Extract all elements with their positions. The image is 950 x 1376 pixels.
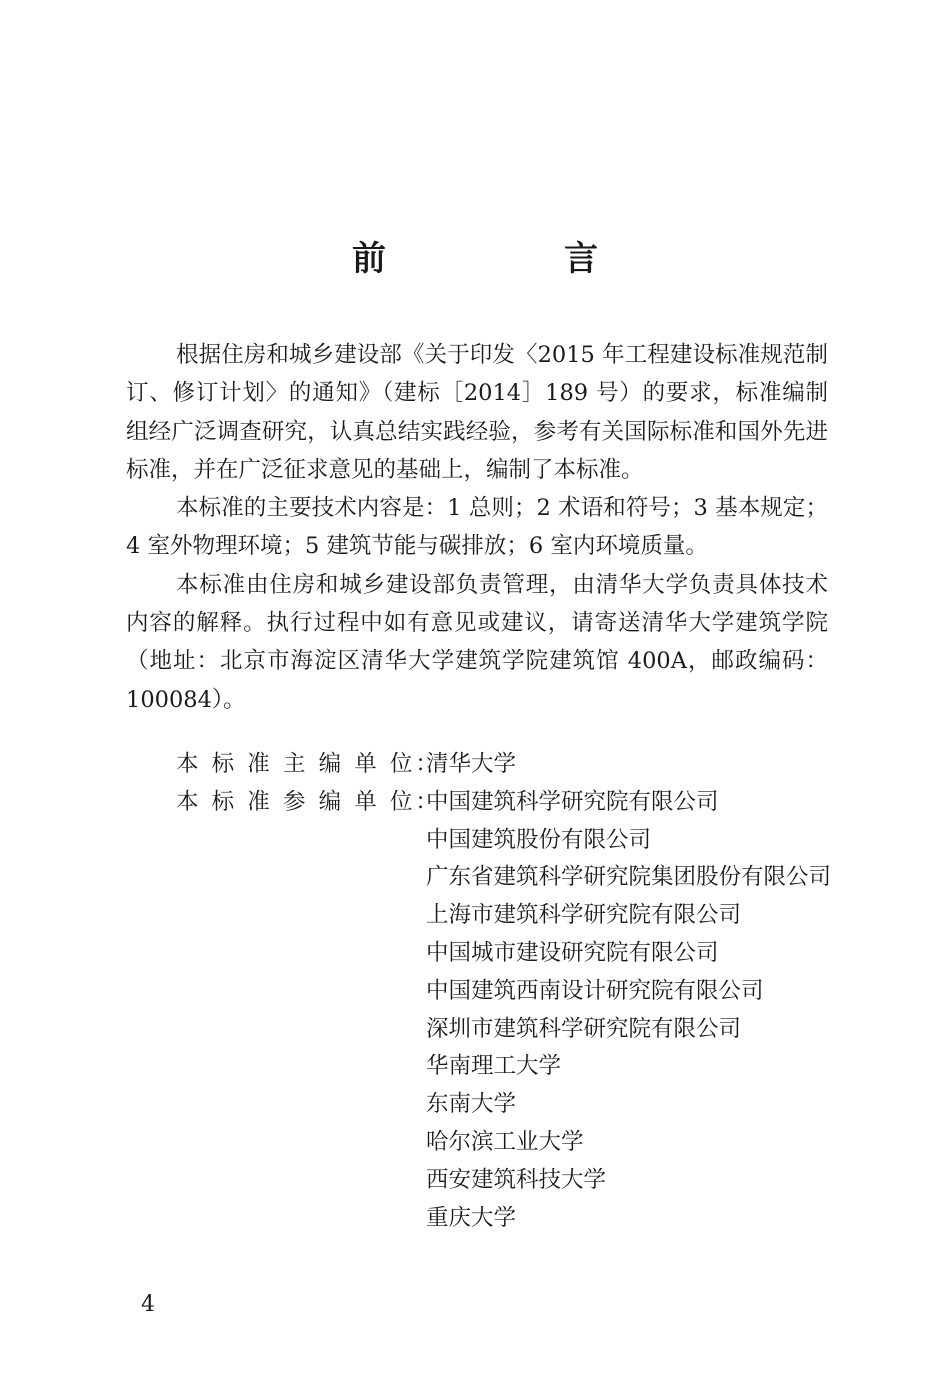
drafting-units [176, 746, 836, 1237]
participating-unit: 广东省建筑科学研究院集团股份有限公司 [426, 864, 832, 891]
paragraph-management: 本标准由住房和城乡建设部负责管理，由清华大学负责具体技术内容的解释。执行过程中如有意见或建议，请寄送清华大学建筑学院（地址：北京市海淀区清华大学建筑学院建筑馆 400A，邮政编码：100084）。 [126, 571, 828, 713]
chief-unit-row [176, 746, 836, 784]
participating-unit: 重庆大学 [426, 1204, 517, 1231]
participating-units-list [426, 784, 836, 1238]
participating-units-row [176, 784, 836, 1238]
participating-unit: 深圳市建筑科学研究院有限公司 [426, 1015, 742, 1042]
participating-unit: 中国城市建设研究院有限公司 [426, 939, 719, 966]
chief-unit-name: 清华大学 [426, 751, 517, 777]
participating-unit: 西安建筑科技大学 [426, 1166, 607, 1193]
participating-unit: 中国建筑股份有限公司 [426, 826, 652, 853]
participating-unit: 中国建筑西南设计研究院有限公司 [426, 977, 764, 1004]
participating-unit: 东南大学 [426, 1091, 517, 1118]
page-title: 前 言 [352, 239, 670, 279]
page-number: 4 [141, 1292, 155, 1317]
paragraph-basis: 根据住房和城乡建设部《关于印发〈2015 年工程建设标准规范制订、修订计划〉的通知》（建标［2014］189 号）的要求，标准编制组经广泛调查研究，认真总结实践经验，参考有关国际标准和国外先进标准，并在广泛征求意见的基础上，编制了本标准。 [126, 342, 828, 483]
participating-unit: 华南理工大学 [426, 1053, 562, 1080]
preface-body [126, 336, 828, 719]
participating-unit: 哈尔滨工业大学 [426, 1128, 584, 1155]
chief-unit-label: 本 标 准 主 编 单 位： [176, 751, 441, 777]
paragraph-main-content: 本标准的主要技术内容是：1 总则；2 术语和符号；3 基本规定；4 室外物理环境；5 建筑节能与碳排放；6 室内环境质量。 [126, 495, 828, 560]
participating-units-label: 本 标 准 参 编 单 位： [176, 788, 441, 815]
participating-unit: 上海市建筑科学研究院有限公司 [426, 902, 742, 929]
participating-unit: 中国建筑科学研究院有限公司 [426, 788, 719, 815]
